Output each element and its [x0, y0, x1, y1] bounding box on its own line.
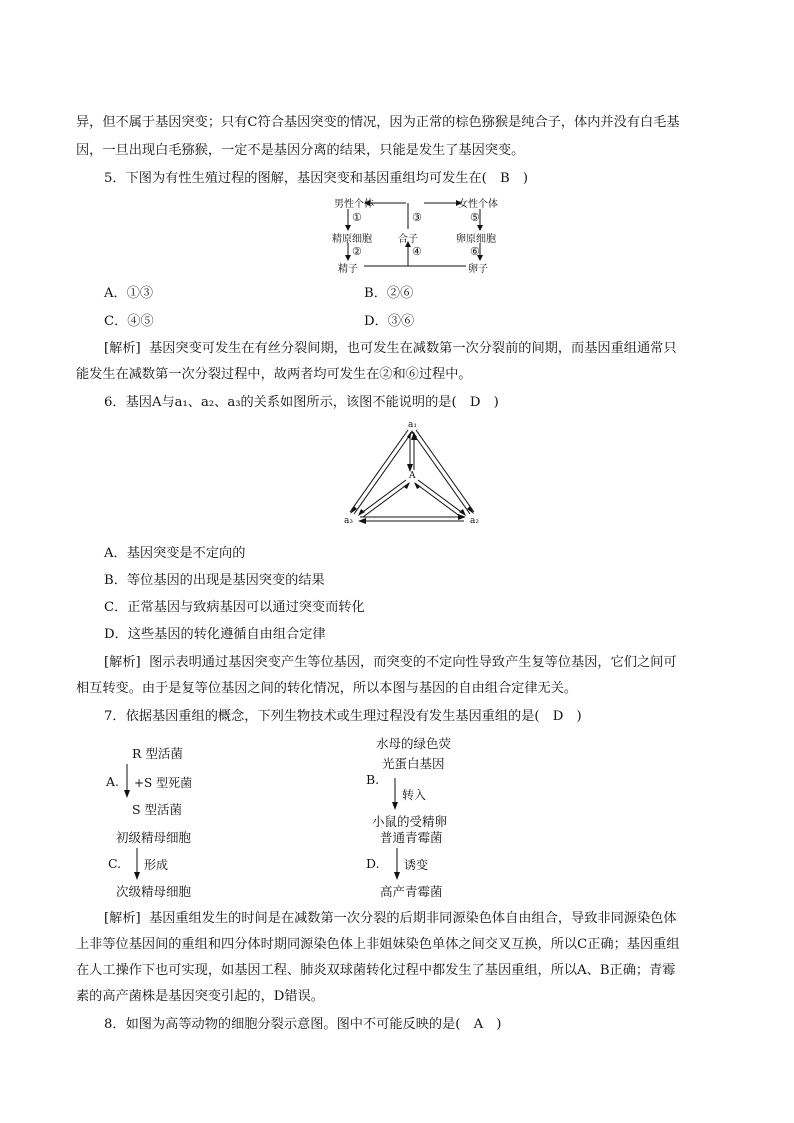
q7-b-arrow: [390, 778, 400, 812]
q6-option-d: D．这些基因的转化遵循自由组合定律: [104, 627, 326, 642]
q5-male: 男性个体: [334, 199, 374, 210]
q5-analysis-label: [解析]: [104, 341, 141, 356]
q6-figure: [342, 420, 482, 528]
q7-c-arrow-label: 形成: [144, 858, 169, 872]
q5-option-d: D．③⑥: [364, 314, 415, 329]
q7-a-letter: A.: [106, 774, 120, 789]
q6-analysis-label: [解析]: [104, 655, 141, 670]
q7-b-bottom: 小鼠的受精卵: [372, 814, 448, 829]
q7-stem: 7．依据基因重组的概念，下列生物技术或生理过程没有发生基因重组的是( D ): [104, 709, 582, 724]
q8-stem: 8．如图为高等动物的细胞分裂示意图。图中不可能反映的是( A ): [104, 1017, 502, 1032]
q7-c-bottom: 次级精母细胞: [116, 884, 192, 899]
q7-analysis-text-1: 基因重组发生的时间是在减数第一次分裂的后期非同源染色体自由组合，导致非同源染色体: [149, 911, 677, 926]
q5-step-6: ⑥: [470, 245, 480, 258]
q6-option-a: A．基因突变是不定向的: [104, 546, 246, 561]
intro-line-1: 异，但不属于基因突变；只有C符合基因突变的情况，因为正常的棕色猕猴是纯合子，体内并没有白毛基: [76, 115, 680, 130]
q7-d-top: 普通青霉菌: [380, 830, 443, 845]
q5-egg-cell: 卵原细胞: [456, 234, 496, 245]
q7-option-a: [106, 744, 256, 824]
q6-a3: a₃: [344, 516, 353, 526]
q7-c-arrow: [132, 848, 142, 882]
q5-analysis-1: [104, 336, 754, 362]
q7-a-bottom: S 型活菌: [132, 802, 183, 817]
q5-stem: 5．下图为有性生殖过程的图解，基因突变和基因重组均可发生在( B ): [104, 171, 528, 186]
q5-sperm: 精子: [338, 264, 358, 275]
q5-analysis-text-1: 基因突变可发生在有丝分裂间期，也可发生在减数第一次分裂前的间期，而基因重组通常只: [149, 341, 677, 356]
q7-analysis-3: 在人工操作下也可实现，如基因工程、肺炎双球菌转化过程中都发生了基因重组，所以A、B正确；青霉: [76, 963, 676, 978]
q6-analysis-1: [104, 650, 754, 676]
q5-step-2: ②: [352, 245, 362, 258]
q7-d-arrow: [392, 848, 402, 882]
q7-a-top: R 型活菌: [132, 746, 183, 761]
q5-option-c: C．④⑤: [104, 314, 154, 329]
q7-b-arrow-label: 转入: [402, 788, 427, 802]
q7-b-top-1: 水母的绿色荧: [376, 736, 452, 751]
q5-zygote: 合子: [398, 234, 418, 245]
q7-b-letter: B.: [366, 772, 380, 787]
q5-option-a: A．①③: [104, 286, 154, 301]
q6-analysis-text-1: 图示表明通过基因突变产生等位基因，而突变的不定向性导致产生复等位基因，它们之间可: [149, 655, 677, 670]
q7-d-letter: D.: [366, 856, 380, 871]
q5-figure: [330, 195, 500, 273]
q6-center-a: A: [409, 471, 416, 481]
q7-analysis-2: 上非等位基因间的重组和四分体时期同源染色体上非姐妹染色单体之间交叉互换，所以C正确；基因重组: [76, 937, 680, 952]
intro-line-2: 因，一旦出现白毛猕猴，一定不是基因分离的结果，只能是发生了基因突变。: [76, 143, 525, 158]
q7-c-letter: C.: [108, 856, 122, 871]
q5-female: 女性个体: [458, 199, 498, 210]
q7-analysis-label: [解析]: [104, 911, 141, 926]
q6-a2: a₂: [470, 516, 479, 526]
q7-option-b: [364, 734, 514, 829]
q7-analysis-4: 素的高产菌株是基因突变引起的，D错误。: [76, 989, 324, 1004]
q6-option-c: C．正常基因与致病基因可以通过突变而转化: [104, 600, 365, 615]
q6-stem: 6．基因A与a₁、a₂、a₃的关系如图所示，该图不能说明的是( D ): [104, 395, 499, 410]
q7-a-arrow-label: +S 型死菌: [134, 776, 193, 790]
q5-step-5: ⑤: [470, 211, 480, 224]
q5-step-3: ③: [412, 211, 422, 224]
q7-analysis-1: [104, 906, 754, 932]
q6-option-b: B．等位基因的出现是基因突变的结果: [104, 573, 325, 588]
q6-a1: a₁: [408, 420, 417, 430]
q7-d-arrow-label: 诱变: [404, 858, 429, 872]
q5-sperm-cell: 精原细胞: [332, 234, 372, 245]
q5-analysis-2: 能发生在减数第一次分裂过程中，故两者均可发生在②和⑥过程中。: [76, 367, 472, 382]
q5-step-1: ①: [352, 211, 362, 224]
q6-analysis-2: 相互转变。由于是复等位基因之间的转化情况，所以本图与基因的自由组合定律无关。: [76, 681, 578, 696]
q7-d-bottom: 高产青霉菌: [380, 884, 443, 899]
q7-c-top: 初级精母细胞: [116, 830, 192, 845]
q5-option-b: B．②⑥: [364, 286, 414, 301]
q5-step-4: ④: [412, 245, 422, 258]
q7-option-d: [364, 828, 514, 900]
q7-b-top-2: 光蛋白基因: [382, 756, 445, 771]
q5-egg: 卵子: [468, 264, 488, 275]
q7-option-c: [106, 828, 256, 900]
q7-a-arrow: [122, 764, 132, 800]
